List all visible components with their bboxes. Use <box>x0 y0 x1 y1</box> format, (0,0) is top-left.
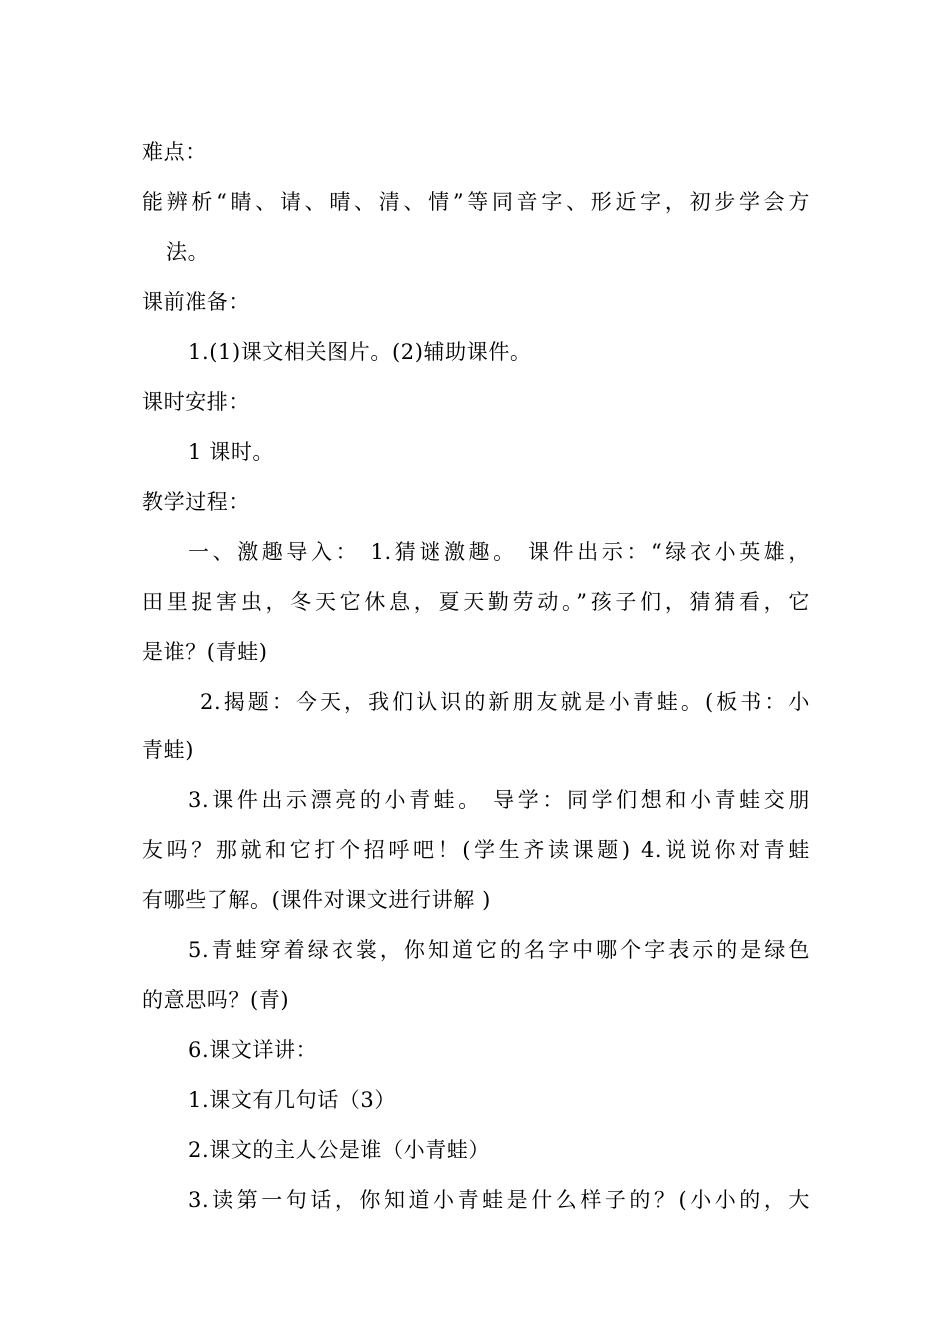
paragraph-line: 2.揭题：今天，我们认识的新朋友就是小青蛙。(板书：小 <box>200 690 810 714</box>
paragraph-line: 6.课文详讲： <box>188 1038 318 1062</box>
paragraph-line: 法。 <box>166 240 210 264</box>
paragraph-line: 一、激趣导入： 1.猜谜激趣。 课件出示：“绿衣小英雄， <box>188 540 810 564</box>
paragraph-line: 有哪些了解。(课件对课文进行讲解 ) <box>142 888 491 912</box>
heading-schedule: 课时安排： <box>142 390 250 414</box>
paragraph-line: 1.课文有几句话（3） <box>188 1088 396 1112</box>
heading-process: 教学过程： <box>142 490 250 514</box>
heading-preparation: 课前准备： <box>142 290 250 314</box>
paragraph-line: 是谁？(青蛙) <box>142 640 268 664</box>
paragraph-line: 3.读第一句话，你知道小青蛙是什么样子的？(小小的，大 <box>188 1188 810 1212</box>
paragraph-line: 3.课件出示漂亮的小青蛙。 导学：同学们想和小青蛙交朋 <box>188 788 810 812</box>
paragraph-line: 2.课文的主人公是谁（小青蛙） <box>188 1138 491 1162</box>
paragraph-line: 田里捉害虫，冬天它休息，夏天勤劳动。”孩子们，猜猜看，它 <box>142 590 810 614</box>
paragraph-line: 1 课时。 <box>188 440 275 464</box>
paragraph-line: 青蛙) <box>142 738 194 762</box>
paragraph-line: 5.青蛙穿着绿衣裳，你知道它的名字中哪个字表示的是绿色 <box>188 938 810 962</box>
paragraph-line: 1.(1)课文相关图片。(2)辅助课件。 <box>188 340 532 364</box>
paragraph-line: 的意思吗？(青) <box>142 988 290 1012</box>
heading-difficulties: 难点： <box>142 140 207 164</box>
paragraph-line: 能辨析“睛、请、晴、清、情”等同音字、形近字，初步学会方 <box>142 190 810 214</box>
paragraph-line: 友吗？那就和它打个招呼吧！(学生齐读课题) 4.说说你对青蛙 <box>142 838 810 862</box>
